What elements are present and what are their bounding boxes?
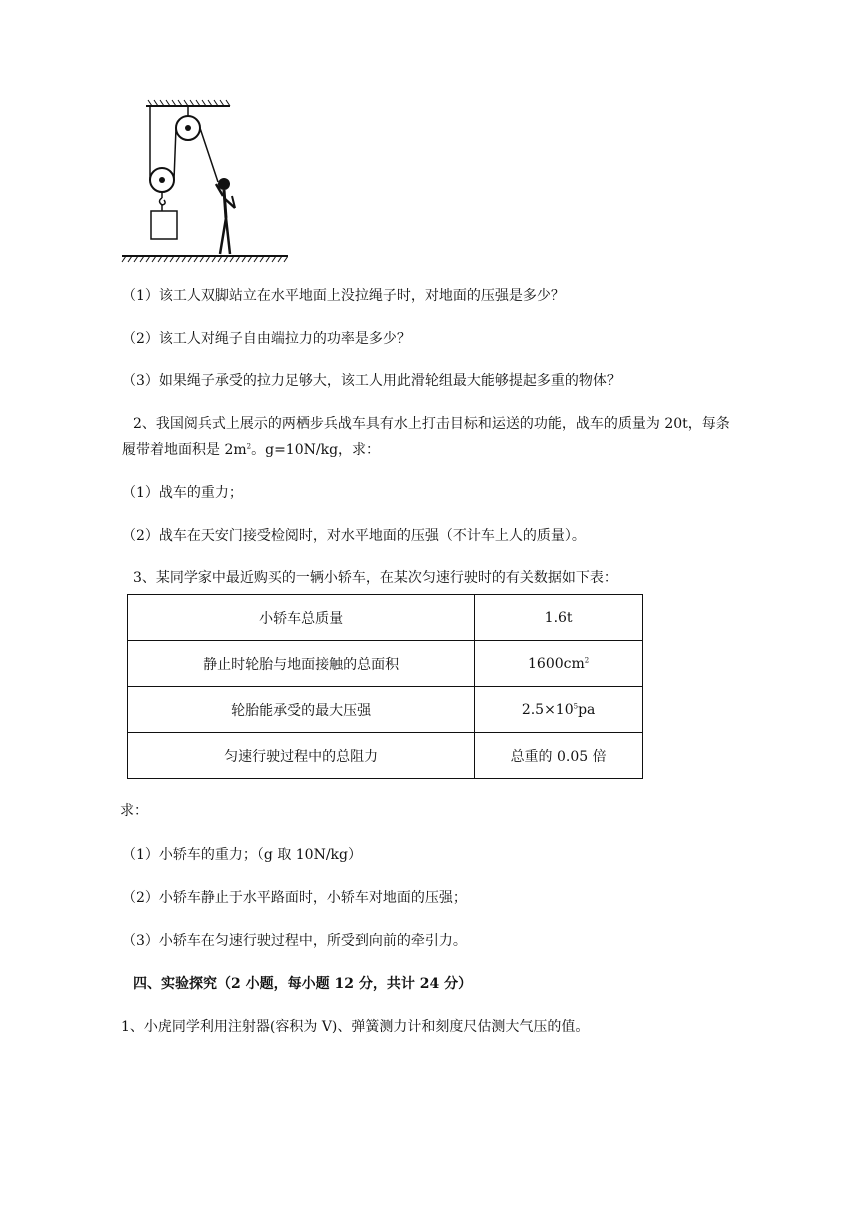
table-cell-value: $1600cm^2$ — [475, 641, 643, 687]
table-cell-label: 匀速行驶过程中的总阻力 — [128, 733, 475, 779]
table-cell-value: 总重的 0.05 倍 — [475, 733, 643, 779]
q1-sub3: （3）如果绳子承受的拉力足够大，该工人用此滑轮组最大能够提起多重的物体？ — [122, 373, 621, 389]
car-data-table — [127, 594, 643, 779]
pulley-system-diagram-icon — [118, 96, 288, 266]
table-cell-value: 1.6t — [475, 595, 643, 641]
table-row — [128, 595, 643, 641]
section4-q1: 1、小虎同学利用注射器(容积为 V)、弹簧测力计和刻度尺估测大气压的值。 — [121, 1019, 590, 1035]
q1-sub1: （1）该工人双脚站立在水平地面上没拉绳子时，对地面的压强是多少？ — [122, 288, 565, 304]
table-cell-value: $2.5\times 10^5pa$ — [475, 687, 643, 733]
q2-line2: 履带着地面积是 $2m^2$。g=10N/kg，求： — [122, 442, 381, 458]
table-row — [128, 641, 643, 687]
q3-sub2: （2）小轿车静止于水平路面时，小轿车对地面的压强； — [122, 890, 467, 906]
q3-sub1: （1）小轿车的重力；（g 取 10N/kg） — [122, 847, 362, 863]
q3-sub3: （3）小轿车在匀速行驶过程中，所受到向前的牵引力。 — [122, 933, 467, 949]
q3-ask: 求： — [120, 803, 148, 819]
table-cell-label: 小轿车总质量 — [128, 595, 475, 641]
q2-sub1: （1）战车的重力； — [122, 485, 243, 501]
q3-intro: 3、某同学家中最近购买的一辆小轿车，在某次匀速行驶时的有关数据如下表： — [133, 570, 618, 586]
table-cell-label: 静止时轮胎与地面接触的总面积 — [128, 641, 475, 687]
table-row — [128, 687, 643, 733]
q2-line1: 2、我国阅兵式上展示的两栖步兵战车具有水上打击目标和运送的功能，战车的质量为 20t，每条 — [133, 416, 730, 432]
q1-sub2: （2）该工人对绳子自由端拉力的功率是多少？ — [122, 331, 411, 347]
table-cell-label: 轮胎能承受的最大压强 — [128, 687, 475, 733]
q2-sub2: （2）战车在天安门接受检阅时，对水平地面的压强（不计车上人的质量）。 — [122, 528, 586, 544]
table-row — [128, 733, 643, 779]
section-heading: 四、实验探究（2 小题，每小题 12 分，共计 24 分） — [133, 976, 473, 992]
